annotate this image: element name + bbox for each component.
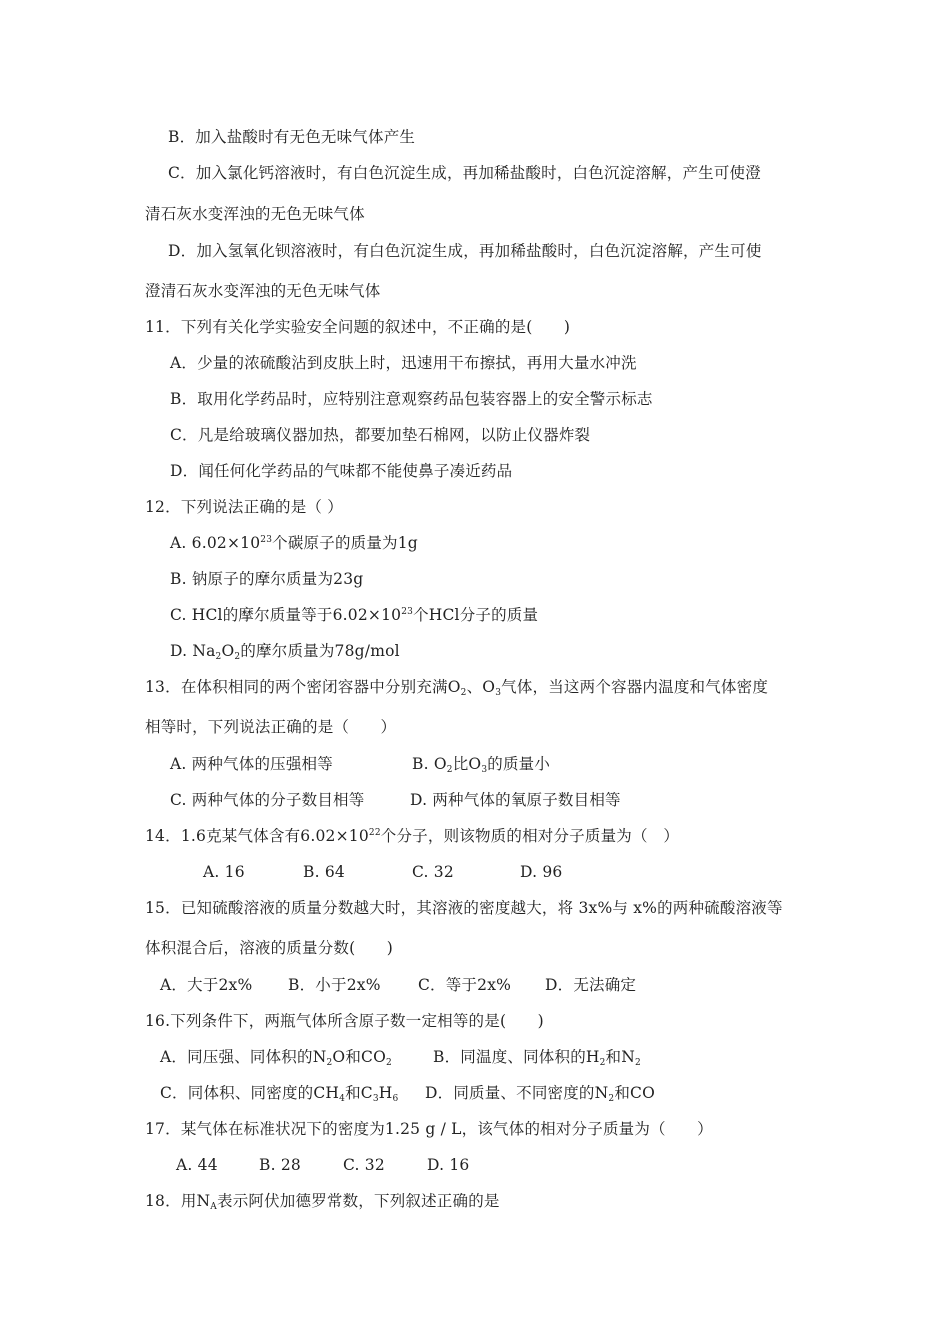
q16-option-b (433, 1047, 641, 1067)
q15-option-d: D．无法确定 (545, 976, 637, 994)
q13-stem-line1 (145, 677, 768, 697)
q12-option-a-exp: 23 (260, 535, 273, 545)
q12-option-b: B. 钠原子的摩尔质量为23g (170, 570, 364, 588)
q16-option-c-sub1: 4 (339, 1094, 346, 1104)
q13-stem-b: 、O (466, 678, 496, 696)
q12-option-d-sub2: 2 (234, 652, 241, 662)
q10-option-d-line1: D．加入氢氧化钡溶液时，有白色沉淀生成，再加稀盐酸时，白色沉淀溶解，产生可使 (168, 242, 762, 260)
q13-option-b (412, 754, 550, 774)
q16-option-c-b: H (325, 1084, 340, 1102)
q12-option-d-b: O (221, 642, 235, 660)
q12-option-a-pre: A. 6.02×10 (170, 534, 261, 552)
q15-stem-line1: 15．已知硫酸溶液的质量分数越大时，其溶液的密度越大，将 3x%与 x%的两种硫酸溶液等 (145, 899, 783, 917)
q16-option-d-b: 和CO (614, 1084, 655, 1102)
q13-stem-sub2: 3 (495, 688, 502, 698)
q14-stem (145, 826, 679, 846)
q13-option-b-a: B. O (412, 755, 447, 773)
q16-option-a-sub2: 2 (385, 1058, 392, 1068)
q13-option-b-sub2: 3 (481, 765, 488, 775)
q16-stem: 16.下列条件下，两瓶气体所含原子数一定相等的是( ) (145, 1012, 544, 1030)
q10-option-b: B．加入盐酸时有无色无味气体产生 (168, 128, 416, 146)
q16-option-d (425, 1083, 655, 1103)
q17-stem: 17．某气体在标准状况下的密度为1.25 g / L，该气体的相对分子质量为（ ） (145, 1120, 713, 1138)
q18-stem (145, 1191, 500, 1211)
q12-option-c-pre: C. HCl的摩尔质量等于6.02×10 (170, 606, 402, 624)
q16-option-b-b: 和N (605, 1048, 636, 1066)
q15-option-b: B．小于2x% (288, 976, 381, 994)
q16-option-a-sub1: 2 (326, 1058, 333, 1068)
q16-option-a (160, 1047, 392, 1067)
q12-option-a-post: 个碳原子的质量为1g (272, 534, 418, 552)
q18-stem-sub: A (210, 1202, 217, 1212)
q14-stem-post: 个分子，则该物质的相对分子质量为（ ） (380, 827, 680, 845)
q16-option-b-a: B．同温度、同体积的H (433, 1048, 600, 1066)
q14-option-d: D. 96 (520, 863, 563, 881)
q14-stem-pre: 14．1.6克某气体含有6.02×10 (145, 827, 369, 845)
q13-stem-c: 气体，当这两个容器内温度和气体密度 (501, 678, 769, 696)
q12-option-c-post: 个HCl分子的质量 (413, 606, 539, 624)
q13-stem-sub1: 2 (460, 688, 467, 698)
q18-stem-b: 表示阿伏加德罗常数，下列叙述正确的是 (217, 1192, 500, 1210)
q16-option-b-sub1: 2 (599, 1058, 606, 1068)
q16-option-b-sub2: 2 (635, 1058, 641, 1068)
q12-option-d-a: D. Na (170, 642, 216, 660)
q16-option-d-a: D．同质量、不同密度的N (425, 1084, 609, 1102)
q11-stem: 11．下列有关化学实验安全问题的叙述中，不正确的是( ) (145, 318, 571, 336)
q16-option-c-sub2: 3 (372, 1094, 379, 1104)
q13-option-b-sub1: 2 (446, 765, 453, 775)
q13-option-b-b: 比O (452, 755, 482, 773)
q17-option-a: A. 44 (176, 1156, 218, 1174)
q15-option-a: A．大于2x% (160, 976, 253, 994)
q11-option-a: A．少量的浓硫酸沾到皮肤上时，迅速用干布擦拭，再用大量水冲洗 (170, 354, 637, 372)
q14-option-c: C. 32 (412, 863, 454, 881)
q13-option-b-c: 的质量小 (487, 755, 551, 773)
q11-option-d: D．闻任何化学药品的气味都不能使鼻子凑近药品 (170, 462, 513, 480)
q12-option-c-exp: 23 (401, 607, 414, 617)
q18-stem-a: 18．用N (145, 1192, 211, 1210)
q12-stem: 12．下列说法正确的是（ ） (145, 498, 343, 516)
q16-option-d-sub1: 2 (608, 1094, 615, 1104)
q10-option-d-line2: 澄清石灰水变浑浊的无色无味气体 (145, 282, 381, 300)
q12-option-d-c: 的摩尔质量为78g/mol (240, 642, 400, 660)
q16-option-c-a: C．同体积、同密度的C (160, 1084, 326, 1102)
q16-option-c-d: H (378, 1084, 393, 1102)
q16-option-c-sub3: 6 (392, 1094, 399, 1104)
q14-option-b: B. 64 (303, 863, 345, 881)
q17-option-d: D. 16 (427, 1156, 470, 1174)
q12-option-d-sub1: 2 (215, 652, 222, 662)
q12-option-c (170, 605, 538, 625)
q11-option-b: B．取用化学药品时，应特别注意观察药品包装容器上的安全警示标志 (170, 390, 653, 408)
q16-option-c-c: 和C (345, 1084, 373, 1102)
q15-stem-line2: 体积混合后，溶液的质量分数( ) (145, 939, 393, 957)
q12-option-d (170, 641, 400, 661)
q10-option-c-line1: C．加入氯化钙溶液时，有白色沉淀生成，再加稀盐酸时，白色沉淀溶解，产生可使澄 (168, 164, 761, 182)
q13-stem-a: 13．在体积相同的两个密闭容器中分别充满O (145, 678, 461, 696)
q11-option-c: C．凡是给玻璃仪器加热，都要加垫石棉网，以防止仪器炸裂 (170, 426, 591, 444)
q13-option-a: A. 两种气体的压强相等 (170, 755, 333, 773)
q16-option-c (160, 1083, 398, 1103)
q14-stem-exp: 22 (368, 828, 381, 838)
q13-option-c: C. 两种气体的分子数目相等 (170, 791, 365, 809)
q17-option-b: B. 28 (259, 1156, 301, 1174)
q12-option-a (170, 533, 418, 553)
q16-option-a-a: A．同压强、同体积的N (160, 1048, 327, 1066)
q13-stem-line2: 相等时，下列说法正确的是（ ） (145, 718, 397, 736)
q13-option-d: D. 两种气体的氧原子数目相等 (410, 791, 621, 809)
q14-option-a: A. 16 (203, 863, 245, 881)
q15-option-c: C．等于2x% (418, 976, 512, 994)
q10-option-c-line2: 清石灰水变浑浊的无色无味气体 (145, 205, 365, 223)
q17-option-c: C. 32 (343, 1156, 385, 1174)
q16-option-a-b: O和CO (332, 1048, 386, 1066)
